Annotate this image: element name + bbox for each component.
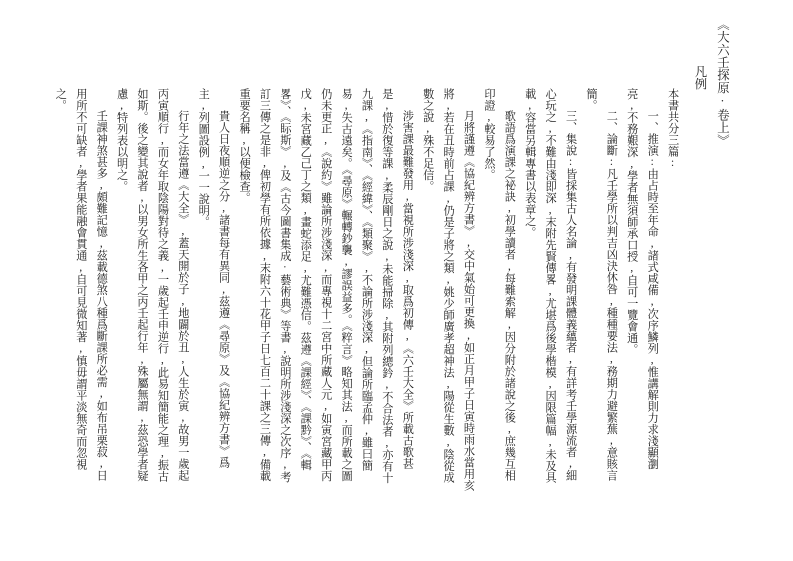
paragraph-guiren: 貴人日夜順逆之分,諸書每有異同,茲遵《尋原》及《協紀辨方書》爲主,列圖設例,一一說明。 (197, 88, 230, 469)
paragraph-tuiyan: 一、推演:由占時至年命,諸式咸備,次序鱗列,惟講解則力求淺顯瀏亮,不務艱深,學者無須師承口授,自可一覽會通。 (625, 88, 659, 471)
body-text (50, 18, 683, 492)
paragraph-xingnian: 行年之法當遵《大全》,蓋天開於子,地闢於丑,人生於寅,故男一歲起丙寅順行,而女年取陰陽對待之義,一歲起壬申逆行,此易知簡能之理,振古如斯。後之變其說者,以男女所生各甲之丙壬起行年,殊屬無謂,茲恐學者疑慮,特列表以明之。 (115, 88, 189, 483)
paragraph-shensha: 壬課神煞甚多,頗難記憶,茲載德煞八種爲斷課所必需,如布吊栗菽,日用所不可缺者,學者果能融會貫通,自可見微知著,慎毋謂平淡無奇而忽視之。 (54, 88, 108, 482)
paragraph-shehai: 涉害課最難發用,當視所涉淺深,取爲初傳,《六壬大全》所載古歌甚是,惜於復等課,柔辰剛日之說,未能掃除,其附列總鈐,不合法者,亦有十九課,《指南》、《經緯》、《類聚》,不論所涉淺深,但論所臨孟仲,雖曰簡易,失古遠矣。《尋原》輾轉鈔襲,謬誤益多。《粹言》略知其法,而所載之圖仍未更正,《說約》雖論所涉淺深,而專視十二宮中所藏人元,如寅宮藏甲丙戊,未宮藏乙己丁之類,畫蛇添足,尤難憑信。茲遵《課經》、《課黔》、《輯畧》、《眎斯》,及《古今圖書集成·藝術典》等書,說明所涉淺深之次序,考訂三傳之是非,俾初學有所依據,末附六十花甲子日七百二十課之三傳,備載重要名稱,以便檢查。 (238, 88, 414, 484)
paragraph-lunduan: 二、論斷:凡壬學所以判吉凶決休咎,種種要法,務期力避繁蕪,意賅言簡。 (584, 88, 618, 482)
section-heading: 凡例 (693, 65, 707, 91)
paragraph-yuejiang: 月將謹遵《協紀辨方書》,交中氣始可更換,如正月甲子日寅時雨水當用亥將,若在丑時前占課,仍是子將之類,姚少師廣孝超神法,陽從生數,陰從成數之說,殊不足信。 (421, 88, 475, 492)
book-title: 《大六壬探原·卷上》 (715, 18, 730, 147)
paragraph-jishuo: 三、集說:皆採集古人名論,有發明課體義蘊者,有詳考壬學源流者,細心玩之,不難由淺即深,末附先賢傳畧,尤堪爲後學楷模,因限篇幅,未及具載,容當另輯專書以表章之。 (523, 88, 577, 483)
intro-line: 本書共分三篇: (666, 88, 679, 170)
paragraph-gejue: 歌語爲演課之祕訣,初學讀者,每難索解,因分附於諸說之後,庶幾互相印證,較易了然。 (482, 88, 516, 482)
